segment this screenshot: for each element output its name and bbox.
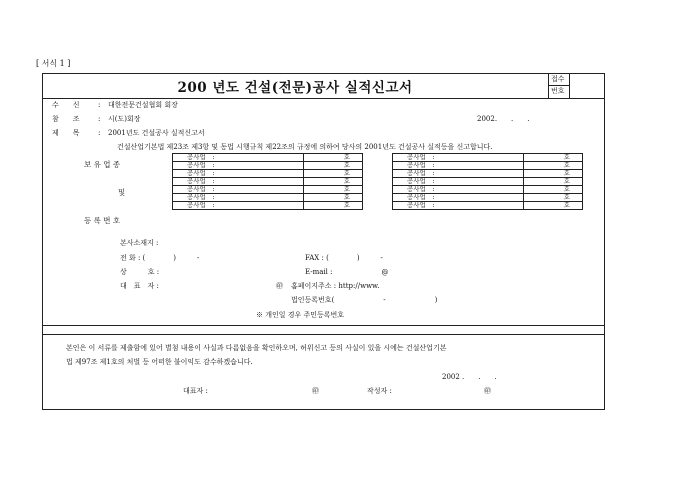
recipient-label: 수 신 [52,101,80,109]
title-bottom-rule [42,98,605,99]
receipt-divider [569,73,570,98]
author-seal-mark: ㊞ [484,387,491,395]
declaration-representative: 대표자 : [183,387,208,395]
receipt-label-top: 접수 [551,75,565,83]
recipient-colon: : [98,101,101,109]
declaration-top-rule [42,334,605,335]
registration-row-label: 공사업 : [173,154,304,162]
registration-row-suffix: 호 [303,178,362,186]
header-date: 2002. . . [477,115,530,123]
registration-row-label: 공사업 : [173,186,304,194]
registration-label-bottom: 등 록 번 호 [84,216,121,225]
registration-row-label: 공사업 : [173,162,304,170]
declaration-line-1: 본인은 이 서류를 제출함에 있어 별첨 내용이 사실과 다름없음을 확인하오며, 허위신고 등의 사실이 있을 시에는 건설산업기본 [66,344,447,352]
corp-reg-field: 법인등록번호( - ) [291,296,438,304]
receipt-split [548,85,569,86]
registration-row-suffix: 호 [523,162,582,170]
registration-row-suffix: 호 [523,154,582,162]
subject-label: 제 목 [52,129,80,137]
registration-table-right [392,153,583,210]
representative-seal-mark: ㊞ [276,282,283,290]
registration-row-suffix: 호 [523,170,582,178]
email-field: E-mail : @ [305,268,389,276]
registration-row-suffix: 호 [303,202,362,210]
registration-label-mid: 및 [118,188,126,197]
registration-row-label: 공사업 : [393,186,524,194]
reference-label: 참 조 [52,115,80,123]
declaration-author: 작성자 : [367,387,392,395]
registration-row-label: 공사업 : [393,154,524,162]
registration-row-label: 공사업 : [173,170,304,178]
registration-row-suffix: 호 [523,202,582,210]
receipt-label-bottom: 번호 [551,87,565,95]
registration-row-suffix: 호 [303,170,362,178]
recipient-value: 대한전문건설협회 회장 [108,101,178,109]
subject-value: 2001년도 건설공사 실적신고서 [108,129,205,137]
registration-row-label: 공사업 : [173,178,304,186]
registration-row-label: 공사업 : [393,194,524,202]
homepage-field: 홈페이지주소 : http://www. [291,282,380,290]
body-statement: 건설산업기본법 제23조 제3항 및 동법 시행규칙 제22조의 규정에 의하여 당사의 2001년도 건설공사 실적등을 신고합니다. [117,143,493,151]
phone-field: 전 화 : ( ) - [120,254,200,262]
reference-colon: : [98,115,101,123]
receipt-number-field[interactable] [571,75,603,96]
registration-row-label: 공사업 : [393,178,524,186]
fax-field: FAX : ( ) - [305,254,383,262]
info-bottom-rule [42,325,605,326]
form-number: [ 서식 1 ] [36,59,71,68]
representative-label: 대 표 자 : [120,282,159,290]
registration-table-left [172,153,363,210]
form-title: 200 년도 건설(전문)공사 실적신고서 [177,80,413,96]
declaration-line-2: 법 제97조 제1호의 처벌 등 어떠한 불이익도 감수하겠습니다. [66,358,253,366]
registration-row-label: 공사업 : [393,170,524,178]
registration-row [393,202,583,210]
registration-row [173,202,363,210]
personal-id-note: ※ 개인일 경우 주민등록번호 [256,311,345,319]
registration-row-suffix: 호 [303,162,362,170]
registration-row-suffix: 호 [303,154,362,162]
registration-row-label: 공사업 : [173,194,304,202]
address-label: 본사소재지 : [120,239,159,247]
registration-row-suffix: 호 [523,186,582,194]
registration-row-suffix: 호 [523,178,582,186]
registration-row-label: 공사업 : [393,162,524,170]
registration-row-suffix: 호 [523,194,582,202]
subject-colon: : [98,129,101,137]
registration-row-suffix: 호 [303,186,362,194]
reference-value: 시(도)회장 [108,115,141,123]
registration-row-suffix: 호 [303,194,362,202]
declaration-date: 2002 . . . [442,373,497,381]
declaration-seal-mark: ㊞ [312,387,319,395]
registration-label-top: 보 유 업 종 [84,160,121,169]
registration-row-label: 공사업 : [393,202,524,210]
trade-name-label: 상 호 : [120,268,160,276]
registration-row-label: 공사업 : [173,202,304,210]
